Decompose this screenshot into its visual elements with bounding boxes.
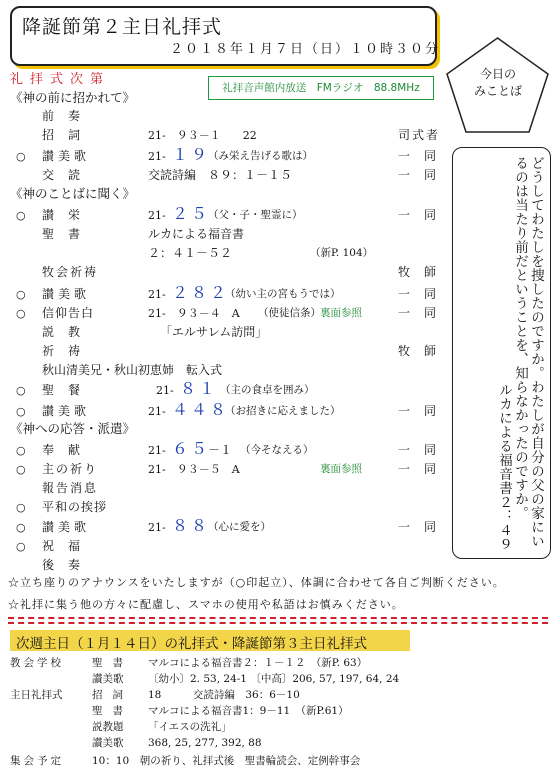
word-of-day-label: 今日の みことば — [473, 67, 522, 98]
next-label: 教会学校 — [10, 657, 64, 669]
section-heading: 《神のことばに聞く》 — [10, 186, 136, 201]
service-datetime: ２０１８年１月７日（日）１０時３０分 — [170, 42, 441, 57]
divider — [8, 622, 548, 624]
list-item: 報告消息 — [42, 481, 99, 495]
list-item: ○ 平和の挨拶 — [16, 500, 108, 514]
list-item: 招詞 21- ９３－１ 22 司式者 — [42, 128, 441, 142]
list-item: 交読 交読詩編 ８９：１－１５ 一同 — [42, 168, 451, 182]
list-item: ２：４１－５２ （新P. 104） — [148, 246, 374, 260]
order-of-service-title: 礼拝式次第 — [10, 72, 111, 87]
next-value: 10：10 朝の祈り、礼拝式後 聖書輪読会、定例幹事会 — [92, 755, 361, 767]
next-value: 〔幼小〕2. 53, 24-1 〔中高〕206, 57, 197, 64, 24 — [148, 673, 400, 685]
list-item: ○ 讃美歌 21- ４４８ （お招きに応えました） 一同 — [16, 400, 451, 419]
scripture-quote-source: ルカによる福音書２：４９ — [496, 383, 512, 551]
list-item: 秋山清美兄・秋山初恵姉 転入式 — [42, 363, 223, 377]
next-value: 「イエスの洗礼」 — [148, 721, 232, 733]
next-value: マルコによる福音書1：9－11 （新P.61） — [148, 705, 349, 717]
next-week-title: 次週主日（１月１４日）の礼拝式・降誕節第３主日礼拝式 — [16, 636, 367, 652]
list-item: 牧会祈祷 牧師 — [42, 265, 451, 279]
list-item: 祈祷 牧師 — [42, 344, 451, 358]
notice-text: ☆礼拝に集う他の方々に配慮し、スマホの使用や私語はお慎みください。 — [8, 598, 404, 611]
next-label: 説教題 — [92, 721, 124, 733]
next-label: 聖書 — [92, 657, 133, 669]
scripture-quote-box — [452, 147, 551, 559]
next-value: 368, 25, 277, 392, 88 — [148, 737, 262, 749]
list-item: ○ 主の祈り 21- ９３－５ A 裏面参照 一同 — [16, 462, 451, 476]
next-label: 主日礼拝式 — [10, 689, 63, 701]
next-value: マルコによる福音書２：１－１２ （新P. 63） — [148, 657, 368, 669]
section-heading: 《神の前に招かれて》 — [10, 90, 136, 105]
section-heading: 《神への応答・派遣》 — [10, 421, 136, 436]
list-item: ○ 信仰告白 21- ９３－４ A （使徒信条） 裏面参照 一同 — [16, 306, 451, 320]
next-value: 18 交読詩編 36：6－10 — [148, 689, 300, 701]
list-item: ○ 讃栄 21- ２５ （父・子・聖霊に） 一同 — [16, 204, 451, 223]
list-item: ○ 祝福 — [16, 539, 95, 553]
next-label: 招詞 — [92, 689, 133, 701]
notice-text: ☆立ち座りのアナウンスをいたしますが（○印起立）、体調に合わせて各自ご判断ください。 — [8, 576, 505, 589]
next-label: 讃美歌 — [92, 673, 124, 685]
radio-broadcast-notice: 礼拝音声館内放送 FMラジオ 88.8MHz — [208, 76, 434, 100]
list-item: ○ 聖餐 21- ８１ （主の食卓を囲み） — [16, 379, 315, 398]
list-item: 後奏 — [42, 558, 95, 572]
page-title: 降誕節第２主日礼拝式 — [22, 16, 223, 38]
list-item: ○ 讃美歌 21- ８８ （心に愛を） 一同 — [16, 516, 451, 535]
next-label: 集会予定 — [10, 755, 64, 767]
next-label: 聖書 — [92, 705, 133, 717]
scripture-quote: どうしてわたしを捜したのですか。わたしが自分の父の家にいるのは当たり前だということを、知らなかったのですか。 ルカによる福音書２：４９ — [496, 156, 544, 551]
list-item: ○ 讃美歌 21- １９ （み栄え告げる歌は） 一同 — [16, 145, 451, 164]
list-item: 聖書 ルカによる福音書 — [42, 227, 245, 241]
list-item: 説教 「エルサレム訪問」 — [42, 325, 268, 339]
next-label: 讃美歌 — [92, 737, 124, 749]
list-item: 前奏 — [42, 109, 95, 123]
divider — [8, 617, 548, 619]
list-item: ○ 奉献 21- ６５ －１ （今そなえる） 一同 — [16, 439, 451, 458]
list-item: ○ 讃美歌 21- ２８２ （幼い主の宮もうでは） 一同 — [16, 283, 451, 302]
